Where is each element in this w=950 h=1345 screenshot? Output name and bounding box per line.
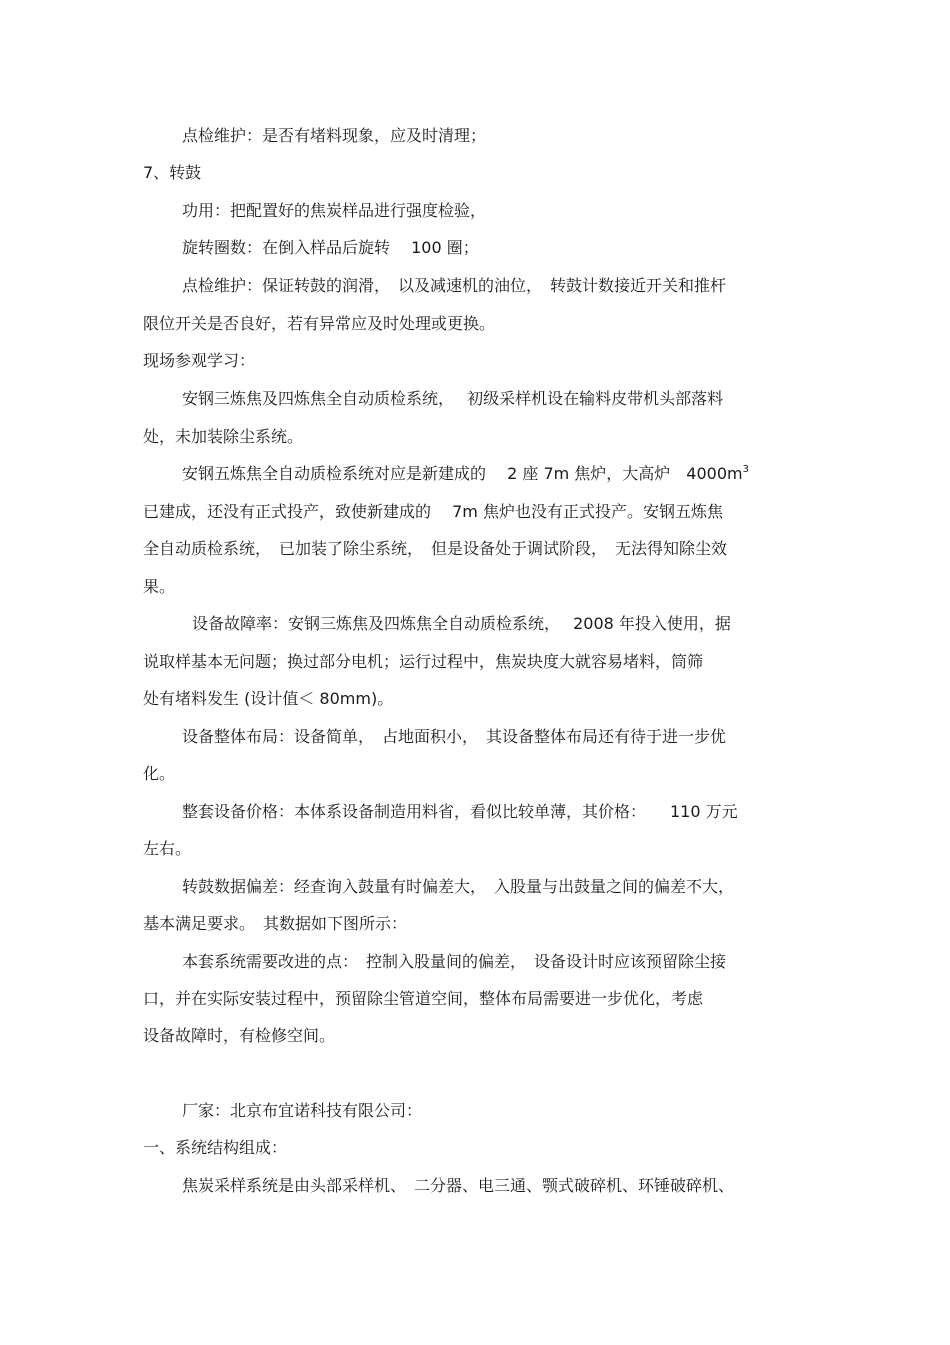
text-line-main: 安钢五炼焦全自动质检系统对应是新建成的 2 座 7m 焦炉，大高炉 4000m (182, 464, 743, 483)
text-line: 处有堵料发生 (设计值＜ 80mm)。 (143, 689, 394, 708)
section-heading: 一、系统结构组成： (143, 1138, 288, 1157)
text-line: 基本满足要求。 其数据如下图所示： (143, 914, 408, 933)
text-line: 限位开关是否良好，若有异常应及时处理或更换。 (143, 314, 496, 333)
text-line (182, 464, 749, 484)
text-line: 说取样基本无问题；换过部分电机；运行过程中，焦炭块度大就容易堵料，筒筛 (143, 652, 704, 671)
text-line: 点检维护：是否有堵料现象，应及时清理； (182, 126, 487, 145)
text-line: 安钢三炼焦及四炼焦全自动质检系统， 初级采样机设在输料皮带机头部落料 (182, 389, 724, 408)
text-line: 本套系统需要改进的点： 控制入股量间的偏差， 设备设计时应该预留除尘接 (182, 952, 727, 971)
text-line: 已建成，还没有正式投产，致使新建成的 7m 焦炉也没有正式投产。安钢五炼焦 (143, 502, 723, 521)
text-line: 设备故障时，有检修空间。 (143, 1026, 336, 1045)
text-line: 左右。 (143, 839, 192, 858)
section-heading: 7、转鼓 (143, 163, 202, 182)
text-line: 厂家：北京布宜诺科技有限公司： (182, 1101, 423, 1120)
text-line: 功用：把配置好的焦炭样品进行强度检验， (182, 201, 487, 220)
text-line: 化。 (143, 764, 176, 783)
text-line: 全自动质检系统， 已加装了除尘系统， 但是设备处于调试阶段， 无法得知除尘效 (143, 539, 728, 558)
text-line: 点检维护：保证转鼓的润滑， 以及减速机的油位， 转鼓计数接近开关和推杆 (182, 276, 727, 295)
text-line: 整套设备价格：本体系设备制造用料省，看似比较单薄，其价格： 110 万元 (182, 802, 738, 821)
text-line: 转鼓数据偏差：经查询入鼓量有时偏差大， 入股量与出鼓量之间的偏差不大， (182, 877, 735, 896)
text-line: 焦炭采样系统是由头部采样机、 二分器、电三通、颚式破碎机、环锤破碎机、 (182, 1176, 735, 1195)
section-heading: 现场参观学习： (143, 351, 256, 370)
text-line: 口，并在实际安装过程中，预留除尘管道空间，整体布局需要进一步优化，考虑 (143, 989, 704, 1008)
text-line: 设备整体布局：设备简单， 占地面积小， 其设备整体布局还有待于进一步优 (182, 727, 727, 746)
text-line: 旋转圈数：在倒入样品后旋转 100 圈； (182, 238, 479, 257)
text-line: 设备故障率：安钢三炼焦及四炼焦全自动质检系统， 2008 年投入使用，据 (192, 614, 731, 633)
text-line: 果。 (143, 577, 176, 596)
text-line: 处，未加装除尘系统。 (143, 427, 304, 446)
superscript-3: 3 (742, 464, 749, 475)
